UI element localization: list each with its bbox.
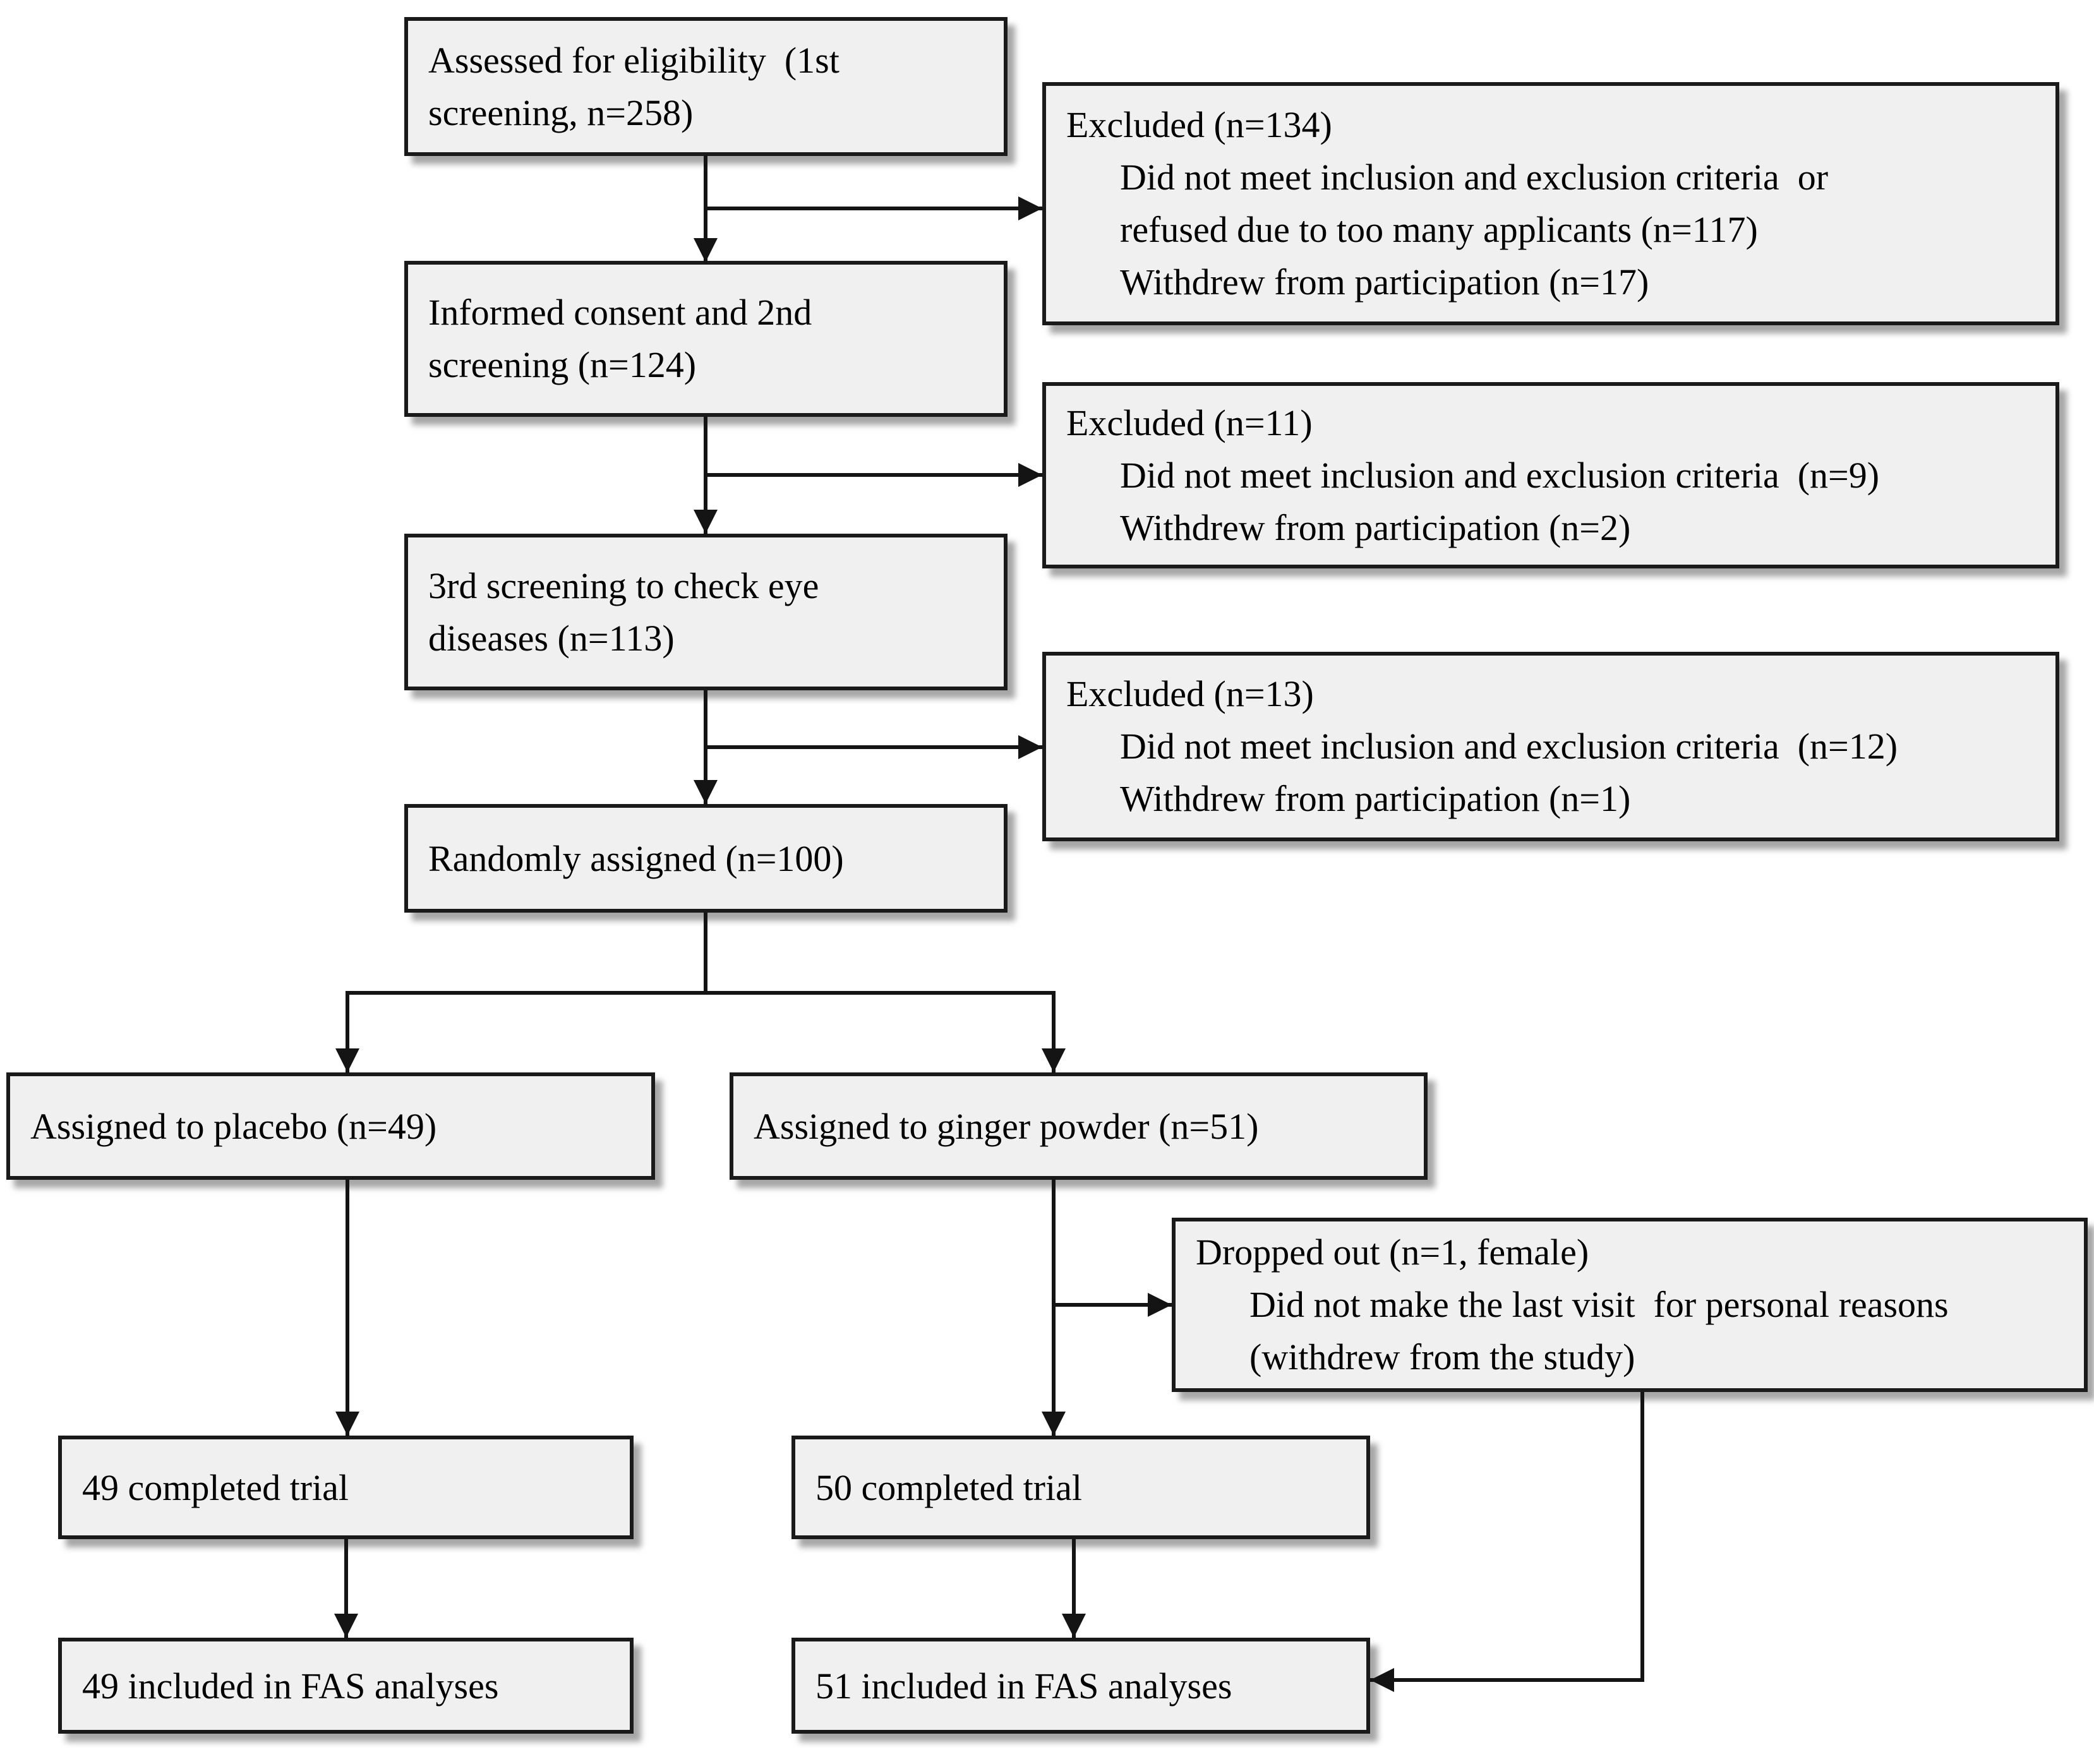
- arrowhead-down-icon: [335, 1048, 359, 1072]
- arrowhead-right-icon: [1148, 1293, 1172, 1317]
- node-third-screening: [404, 534, 1008, 690]
- node-dropped-out: [1172, 1218, 2088, 1392]
- arrowhead-down-icon: [694, 510, 718, 534]
- node-detail: Withdrew from participation (n=17): [1120, 261, 1649, 303]
- node-detail: Withdrew from participation (n=1): [1120, 778, 1631, 819]
- arrowhead-down-icon: [1042, 1412, 1066, 1436]
- arrow-screening3-to-excluded3: [704, 745, 1042, 749]
- arrowhead-down-icon: [1042, 1048, 1066, 1072]
- node-excluded-1: [1042, 82, 2059, 325]
- node-text-line: diseases (n=113): [428, 618, 675, 659]
- node-text-line: Assessed for eligibility (1st: [428, 40, 839, 81]
- node-assessed-eligibility: [404, 17, 1008, 156]
- node-detail: Did not meet inclusion and exclusion criteria or: [1120, 157, 1829, 198]
- arrowhead-down-icon: [334, 1614, 358, 1638]
- arrow-placebo-to-completed: [346, 1180, 349, 1437]
- node-detail: Withdrew from participation (n=2): [1120, 507, 1631, 548]
- arrowhead-down-icon: [1062, 1614, 1086, 1638]
- node-completed-placebo: [58, 1436, 634, 1539]
- node-excluded-2: [1042, 382, 2059, 568]
- arrowhead-down-icon: [694, 780, 718, 804]
- arrowhead-right-icon: [1018, 463, 1042, 487]
- node-text-line: 51 included in FAS analyses: [815, 1665, 1232, 1707]
- arrowhead-left-icon: [1370, 1668, 1394, 1692]
- node-text-line: Assigned to ginger powder (n=51): [754, 1105, 1259, 1147]
- node-assigned-ginger: [730, 1072, 1428, 1180]
- arrow-informed-to-excluded2: [704, 473, 1042, 477]
- node-fas-placebo: [58, 1638, 634, 1734]
- node-text-line: 49 included in FAS analyses: [82, 1665, 499, 1707]
- node-text-line: Randomly assigned (n=100): [428, 837, 844, 879]
- node-text-line: 49 completed trial: [82, 1467, 349, 1508]
- arrow-dropped-to-fas51: [1370, 1678, 1644, 1682]
- arrowhead-right-icon: [1018, 735, 1042, 759]
- node-text-line: Informed consent and 2nd: [428, 292, 812, 333]
- arrow-assessed-to-excluded1: [704, 207, 1042, 210]
- arrowhead-down-icon: [335, 1412, 359, 1436]
- node-assigned-placebo: [6, 1072, 655, 1180]
- arrowhead-down-icon: [694, 238, 718, 262]
- node-excluded-3: [1042, 652, 2059, 841]
- arrow-randomized-split: [346, 991, 1056, 995]
- node-text-line: 50 completed trial: [815, 1467, 1082, 1508]
- node-title: Dropped out (n=1, female): [1196, 1232, 1589, 1273]
- node-detail: Did not make the last visit for personal reasons: [1249, 1284, 1949, 1325]
- arrowhead-right-icon: [1018, 196, 1042, 220]
- node-completed-ginger: [791, 1436, 1370, 1539]
- node-detail: Did not meet inclusion and exclusion criteria (n=12): [1120, 726, 1898, 767]
- node-text-line: screening (n=124): [428, 344, 697, 385]
- node-fas-ginger: [791, 1638, 1370, 1734]
- node-text-line: 3rd screening to check eye: [428, 565, 819, 606]
- arrow-dropped-down: [1640, 1392, 1644, 1682]
- node-title: Excluded (n=134): [1066, 104, 1332, 145]
- node-title: Excluded (n=13): [1066, 673, 1314, 714]
- arrow-ginger-to-completed: [1052, 1180, 1056, 1437]
- node-title: Excluded (n=11): [1066, 402, 1313, 443]
- node-detail: (withdrew from the study): [1249, 1336, 1635, 1377]
- node-text-line: Assigned to placebo (n=49): [30, 1105, 437, 1147]
- node-text-line: screening, n=258): [428, 92, 694, 133]
- node-detail: refused due to too many applicants (n=117): [1120, 209, 1758, 250]
- node-randomly-assigned: [404, 804, 1008, 913]
- arrow-randomized-stem: [704, 913, 707, 993]
- node-informed-consent: [404, 261, 1008, 417]
- node-detail: Did not meet inclusion and exclusion criteria (n=9): [1120, 455, 1880, 496]
